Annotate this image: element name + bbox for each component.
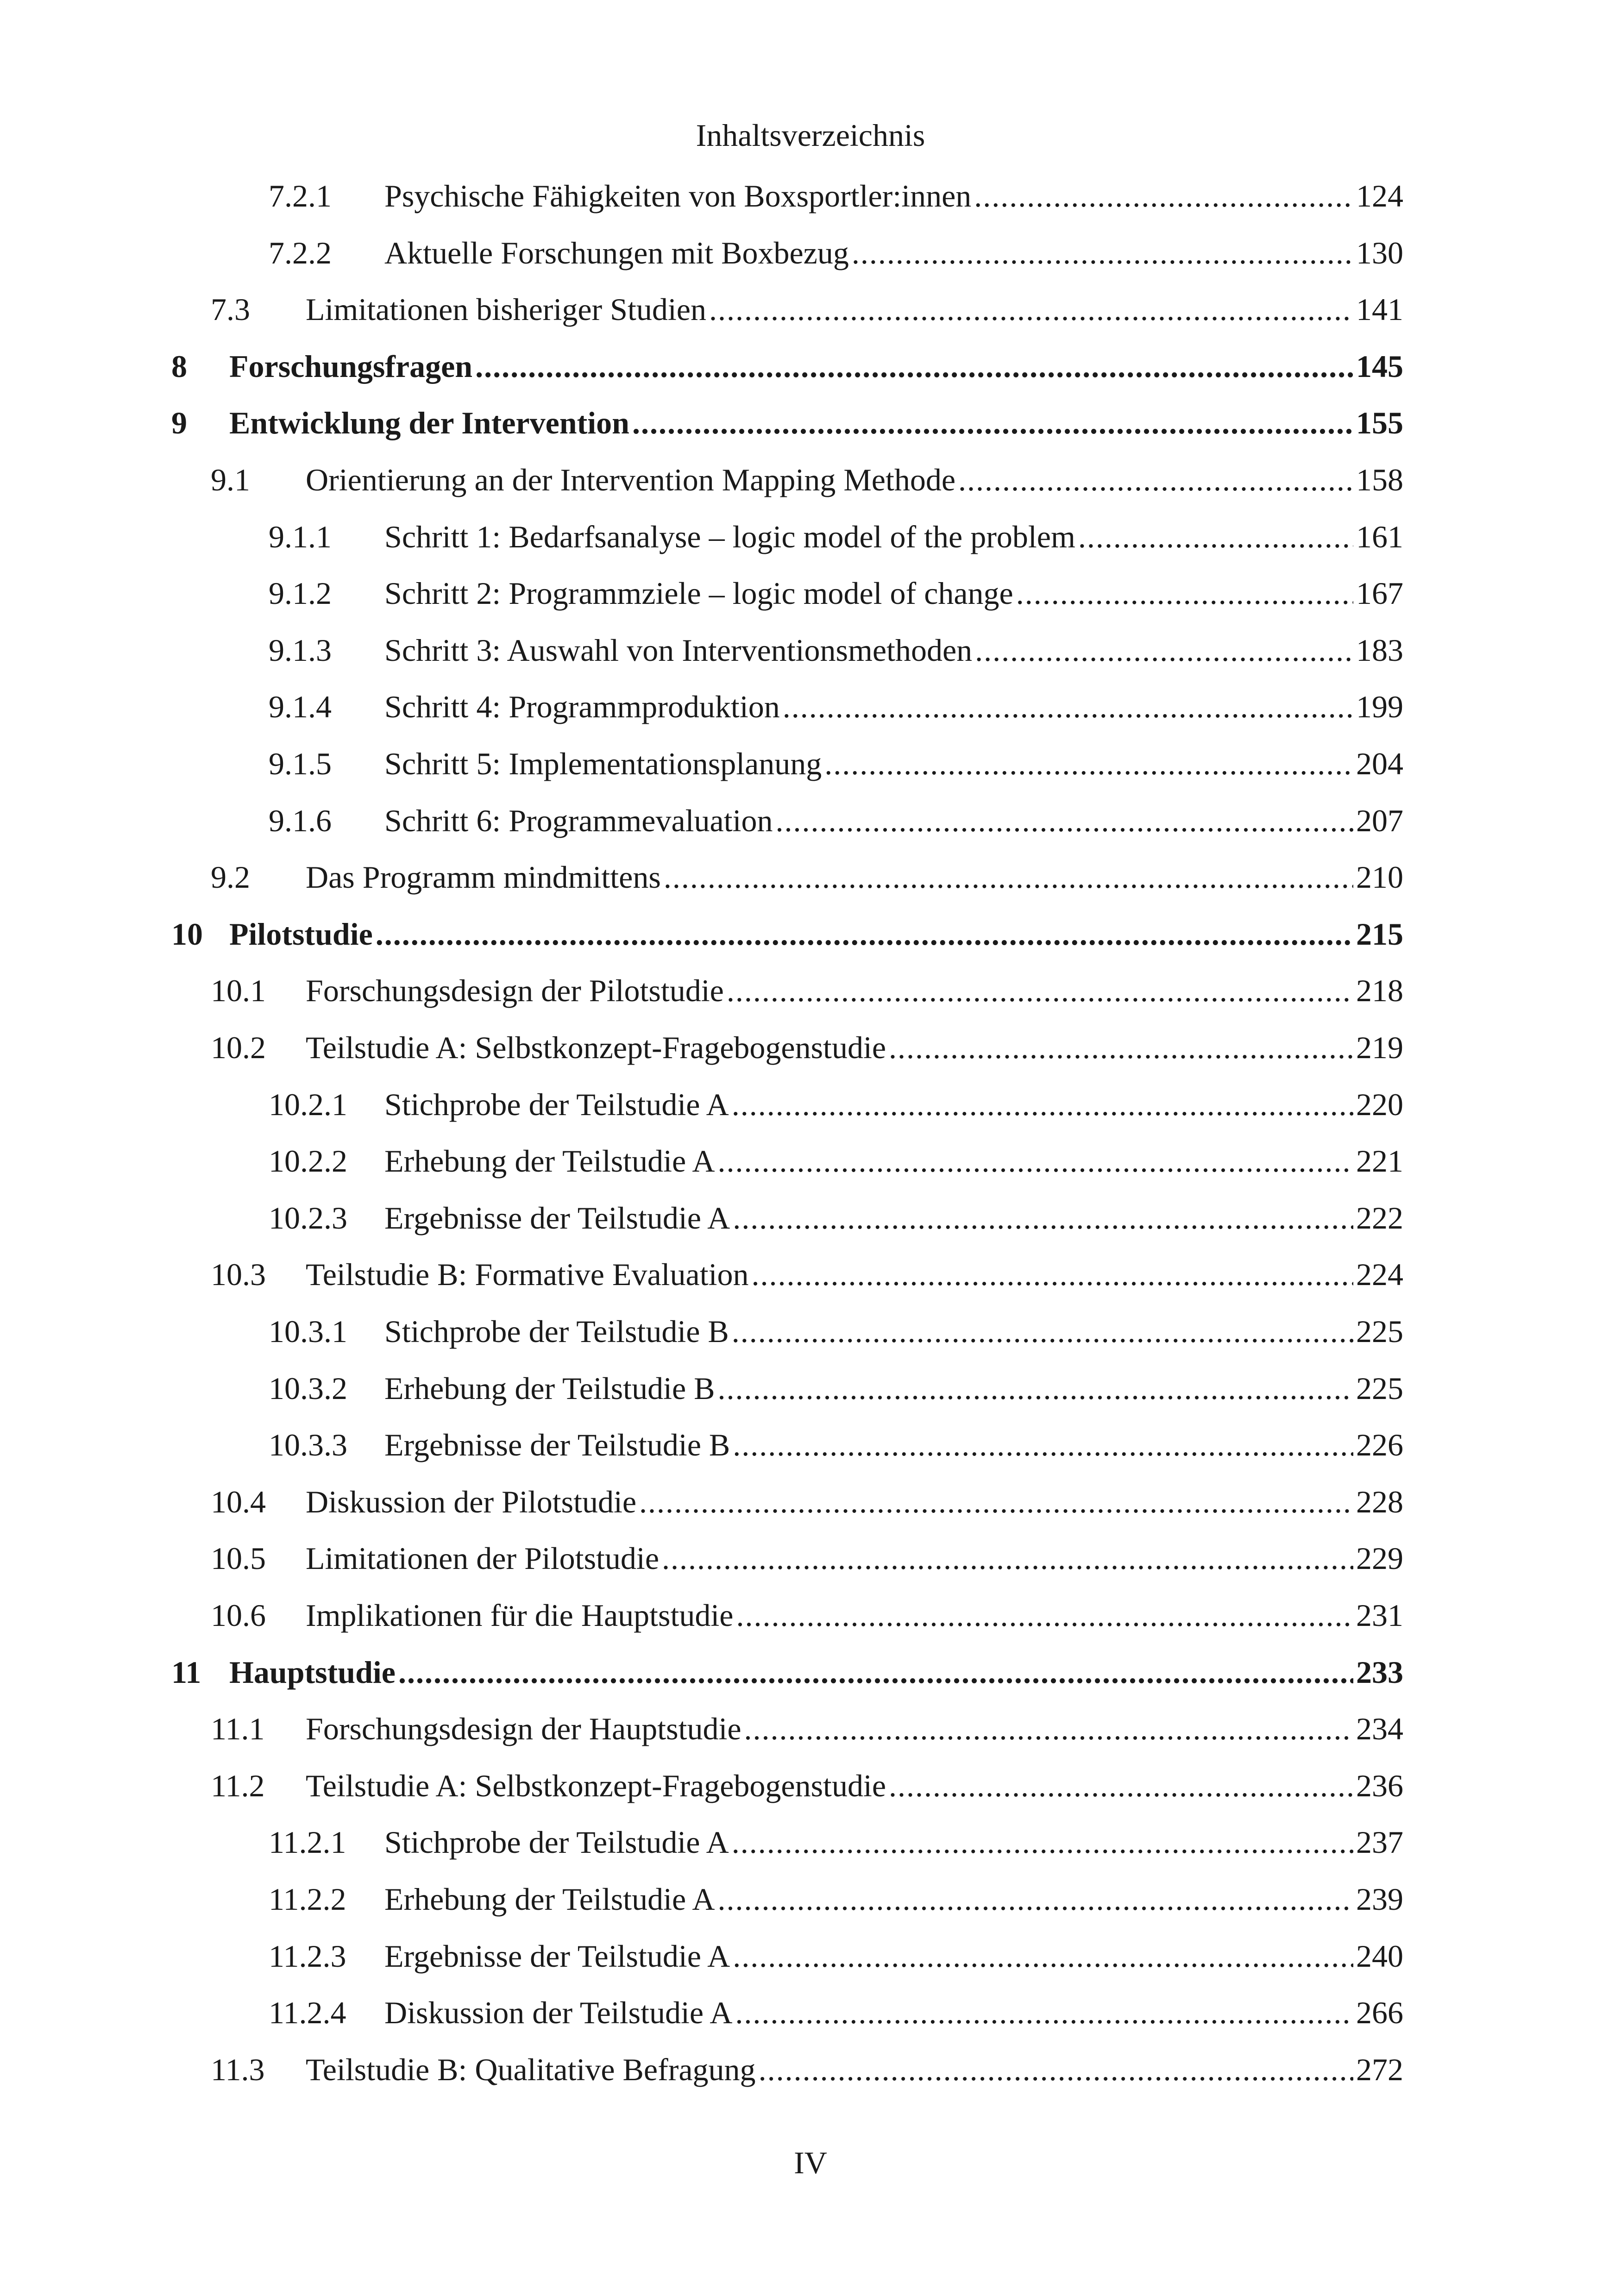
toc-entry-page: 207 <box>1356 803 1403 838</box>
toc-dot-leader <box>709 289 1353 330</box>
toc-entry-page: 231 <box>1356 1598 1403 1633</box>
toc-entry-page: 224 <box>1356 1257 1403 1292</box>
toc-entry-number: 9.1.2 <box>269 576 332 611</box>
toc-entry[interactable] <box>269 1424 1403 1466</box>
toc-dot-leader <box>852 232 1353 274</box>
toc-entry-page: 204 <box>1356 746 1403 781</box>
toc-entry-title: Teilstudie A: Selbstkonzept-Fragebogenstudie <box>306 1030 886 1065</box>
toc-entry-page: 237 <box>1356 1825 1403 1860</box>
toc-entry-number: 7.2.1 <box>269 178 332 213</box>
toc-entry-page: 239 <box>1356 1882 1403 1917</box>
toc-dot-leader <box>718 1878 1353 1920</box>
toc-entry[interactable] <box>211 1594 1403 1636</box>
toc-entry-title: Forschungsdesign der Pilotstudie <box>306 973 724 1009</box>
toc-dot-leader <box>759 2049 1353 2090</box>
toc-entry-page: 141 <box>1356 292 1403 327</box>
toc-entry[interactable] <box>269 1878 1403 1920</box>
toc-entry-page: 272 <box>1356 2051 1403 2087</box>
toc-entry[interactable] <box>269 1935 1403 1977</box>
toc-entry-page: 225 <box>1356 1370 1403 1406</box>
toc-entry-title: Erhebung der Teilstudie A <box>384 1143 715 1179</box>
toc-entry[interactable] <box>211 2049 1403 2090</box>
toc-entry-page: 124 <box>1356 178 1403 213</box>
toc-entry[interactable] <box>269 686 1403 728</box>
toc-entry-title: Schritt 6: Programmevaluation <box>384 803 773 838</box>
toc-entry-page: 130 <box>1356 235 1403 270</box>
toc-entry-title: Ergebnisse der Teilstudie B <box>384 1427 730 1463</box>
toc-entry-number: 10.2 <box>211 1030 266 1065</box>
toc-dot-leader <box>398 1651 1353 1693</box>
toc-entry-number: 10.2.2 <box>269 1143 347 1179</box>
toc-entry-number: 9 <box>171 405 187 441</box>
toc-entry[interactable] <box>211 970 1403 1011</box>
toc-entry[interactable] <box>211 1254 1403 1295</box>
toc-dot-leader <box>958 459 1353 501</box>
toc-entry-number: 11.1 <box>211 1711 265 1747</box>
toc-entry[interactable] <box>171 402 1403 444</box>
toc-entry[interactable] <box>269 800 1403 841</box>
toc-entry-title: Diskussion der Pilotstudie <box>306 1484 637 1519</box>
toc-entry-page: 228 <box>1356 1484 1403 1519</box>
toc-entry-page: 158 <box>1356 462 1403 497</box>
toc-dot-leader <box>1078 516 1353 558</box>
toc-entry[interactable] <box>269 1084 1403 1125</box>
toc-dot-leader <box>475 345 1353 387</box>
toc-entry-page: 145 <box>1356 348 1403 384</box>
toc-entry[interactable] <box>211 1708 1403 1750</box>
toc-entry-title: Stichprobe der Teilstudie A <box>384 1825 729 1860</box>
toc-entry[interactable] <box>269 572 1403 614</box>
toc-entry-title: Entwicklung der Intervention <box>229 405 629 441</box>
toc-entry-page: 233 <box>1356 1654 1403 1690</box>
toc-entry-title: Ergebnisse der Teilstudie A <box>384 1938 730 1974</box>
toc-entry-title: Hauptstudie <box>229 1654 396 1690</box>
toc-dot-leader <box>662 1537 1353 1579</box>
toc-entry-number: 10.5 <box>211 1541 266 1576</box>
toc-entry-number: 9.1.4 <box>269 689 332 725</box>
toc-entry-title: Limitationen der Pilotstudie <box>306 1541 660 1576</box>
toc-entry[interactable] <box>211 1537 1403 1579</box>
toc-dot-leader <box>776 800 1353 841</box>
toc-entry-page: 236 <box>1356 1768 1403 1803</box>
toc-dot-leader <box>889 1027 1353 1068</box>
toc-entry-number: 10.3.1 <box>269 1314 347 1349</box>
toc-entry-page: 266 <box>1356 1995 1403 2031</box>
toc-entry[interactable] <box>269 1992 1403 2033</box>
toc-entry[interactable] <box>171 913 1403 955</box>
toc-dot-leader <box>736 1594 1353 1636</box>
toc-entry-title: Aktuelle Forschungen mit Boxbezug <box>384 235 849 270</box>
toc-entry-page: 219 <box>1356 1030 1403 1065</box>
toc-entry-number: 11.2.1 <box>269 1825 346 1860</box>
toc-dot-leader <box>732 1084 1353 1125</box>
toc-entry-number: 11.2 <box>211 1768 265 1803</box>
toc-dot-leader <box>975 629 1353 671</box>
toc-entry-number: 10 <box>171 916 203 952</box>
toc-entry-number: 10.3.2 <box>269 1370 347 1406</box>
toc-dot-leader <box>732 1311 1353 1352</box>
running-header: Inhaltsverzeichnis <box>696 118 925 153</box>
toc-entry-title: Erhebung der Teilstudie A <box>384 1882 715 1917</box>
toc-entry-number: 10.2.1 <box>269 1086 347 1122</box>
toc-entry-title: Teilstudie B: Qualitative Befragung <box>306 2051 756 2087</box>
toc-entry-page: 240 <box>1356 1938 1403 1974</box>
toc-entry-number: 9.1.6 <box>269 803 332 838</box>
toc-dot-leader <box>889 1765 1353 1807</box>
toc-entry-number: 7.3 <box>211 292 250 327</box>
toc-entry-page: 199 <box>1356 689 1403 725</box>
toc-entry-title: Schritt 5: Implementationsplanung <box>384 746 822 781</box>
toc-dot-leader <box>732 1821 1353 1863</box>
toc-entry-number: 9.1.1 <box>269 519 332 554</box>
toc-entry-title: Implikationen für die Hauptstudie <box>306 1598 734 1633</box>
toc-entry[interactable] <box>269 1197 1403 1239</box>
toc-dot-leader <box>824 743 1353 784</box>
toc-dot-leader <box>632 402 1353 444</box>
toc-entry[interactable] <box>211 1481 1403 1523</box>
toc-entry[interactable] <box>269 1140 1403 1182</box>
toc-entry-number: 9.2 <box>211 859 250 895</box>
toc-dot-leader <box>733 1424 1353 1466</box>
toc-entry-title: Erhebung der Teilstudie B <box>384 1370 715 1406</box>
toc-dot-leader <box>752 1254 1353 1295</box>
toc-entry-number: 10.2.3 <box>269 1200 347 1236</box>
toc-entry[interactable] <box>269 1368 1403 1409</box>
toc-entry-title: Orientierung an der Intervention Mapping Methode <box>306 462 956 497</box>
toc-entry[interactable] <box>269 1821 1403 1863</box>
toc-dot-leader <box>376 913 1353 955</box>
toc-entry-page: 155 <box>1356 405 1403 441</box>
toc-entry[interactable] <box>211 459 1403 501</box>
toc-entry-number: 10.3.3 <box>269 1427 347 1463</box>
toc-entry-title: Schritt 1: Bedarfsanalyse – logic model of the problem <box>384 519 1075 554</box>
toc-entry-title: Psychische Fähigkeiten von Boxsportler:innen <box>384 178 972 213</box>
toc-entry-title: Teilstudie B: Formative Evaluation <box>306 1257 749 1292</box>
toc-dot-leader <box>639 1481 1353 1523</box>
toc-entry[interactable] <box>269 232 1403 274</box>
toc-dot-leader <box>664 856 1353 898</box>
toc-dot-leader <box>718 1140 1353 1182</box>
toc-entry-page: 183 <box>1356 632 1403 668</box>
toc-entry-title: Das Programm mindmittens <box>306 859 661 895</box>
toc-entry-title: Stichprobe der Teilstudie A <box>384 1086 729 1122</box>
toc-entry[interactable] <box>211 1765 1403 1807</box>
toc-dot-leader <box>1016 572 1353 614</box>
toc-entry-page: 218 <box>1356 973 1403 1009</box>
toc-entry-number: 7.2.2 <box>269 235 332 270</box>
toc-entry[interactable] <box>269 1311 1403 1352</box>
page-number: IV <box>794 2145 827 2180</box>
toc-entry[interactable] <box>211 856 1403 898</box>
toc-dot-leader <box>733 1935 1353 1977</box>
toc-entry[interactable] <box>269 175 1403 217</box>
toc-entry-number: 9.1.3 <box>269 632 332 668</box>
toc-entry-title: Ergebnisse der Teilstudie A <box>384 1200 730 1236</box>
toc-entry-title: Teilstudie A: Selbstkonzept-Fragebogenstudie <box>306 1768 886 1803</box>
toc-dot-leader <box>783 686 1353 728</box>
toc-entry-number: 11.2.4 <box>269 1995 346 2031</box>
toc-entry-title: Forschungsfragen <box>229 348 473 384</box>
toc-entry[interactable] <box>269 629 1403 671</box>
toc-entry[interactable] <box>211 289 1403 330</box>
toc-entry-title: Schritt 2: Programmziele – logic model of change <box>384 576 1013 611</box>
toc-entry-page: 215 <box>1356 916 1403 952</box>
toc-entry[interactable] <box>171 345 1403 387</box>
toc-entry-number: 11.3 <box>211 2051 265 2087</box>
toc-entry-page: 229 <box>1356 1541 1403 1576</box>
toc-dot-leader <box>733 1197 1353 1239</box>
toc-entry-page: 226 <box>1356 1427 1403 1463</box>
toc-entry-number: 11.2.3 <box>269 1938 346 1974</box>
toc-entry[interactable] <box>211 1027 1403 1068</box>
toc-entry[interactable] <box>269 516 1403 558</box>
toc-entry-number: 11 <box>171 1654 201 1690</box>
toc-entry-page: 161 <box>1356 519 1403 554</box>
toc-dot-leader <box>974 175 1353 217</box>
toc-entry-number: 10.4 <box>211 1484 266 1519</box>
toc-entry-number: 9.1.5 <box>269 746 332 781</box>
toc-entry[interactable] <box>269 743 1403 784</box>
toc-entry-title: Stichprobe der Teilstudie B <box>384 1314 729 1349</box>
toc-entry-title: Pilotstudie <box>229 916 373 952</box>
toc-entry-title: Limitationen bisheriger Studien <box>306 292 706 327</box>
toc-entry-page: 167 <box>1356 576 1403 611</box>
toc-entry-page: 222 <box>1356 1200 1403 1236</box>
toc-entry-number: 11.2.2 <box>269 1882 346 1917</box>
toc-entry-number: 10.6 <box>211 1598 266 1633</box>
toc-entry-page: 220 <box>1356 1086 1403 1122</box>
toc-entry-number: 10.1 <box>211 973 266 1009</box>
toc-dot-leader <box>735 1992 1353 2033</box>
toc-entry-number: 10.3 <box>211 1257 266 1292</box>
toc-entry-title: Schritt 3: Auswahl von Interventionsmethoden <box>384 632 973 668</box>
toc-entry-number: 9.1 <box>211 462 250 497</box>
toc-entry-title: Forschungsdesign der Hauptstudie <box>306 1711 741 1747</box>
toc-entry-page: 225 <box>1356 1314 1403 1349</box>
toc-entry-title: Schritt 4: Programmproduktion <box>384 689 780 725</box>
toc-dot-leader <box>744 1708 1353 1750</box>
toc-entry-title: Diskussion der Teilstudie A <box>384 1995 733 2031</box>
toc-dot-leader <box>727 970 1353 1011</box>
toc-entry-page: 221 <box>1356 1143 1403 1179</box>
toc-entry-number: 8 <box>171 348 187 384</box>
toc-entry-page: 210 <box>1356 859 1403 895</box>
toc-dot-leader <box>718 1368 1353 1409</box>
toc-entry[interactable] <box>171 1651 1403 1693</box>
toc-entry-page: 234 <box>1356 1711 1403 1747</box>
